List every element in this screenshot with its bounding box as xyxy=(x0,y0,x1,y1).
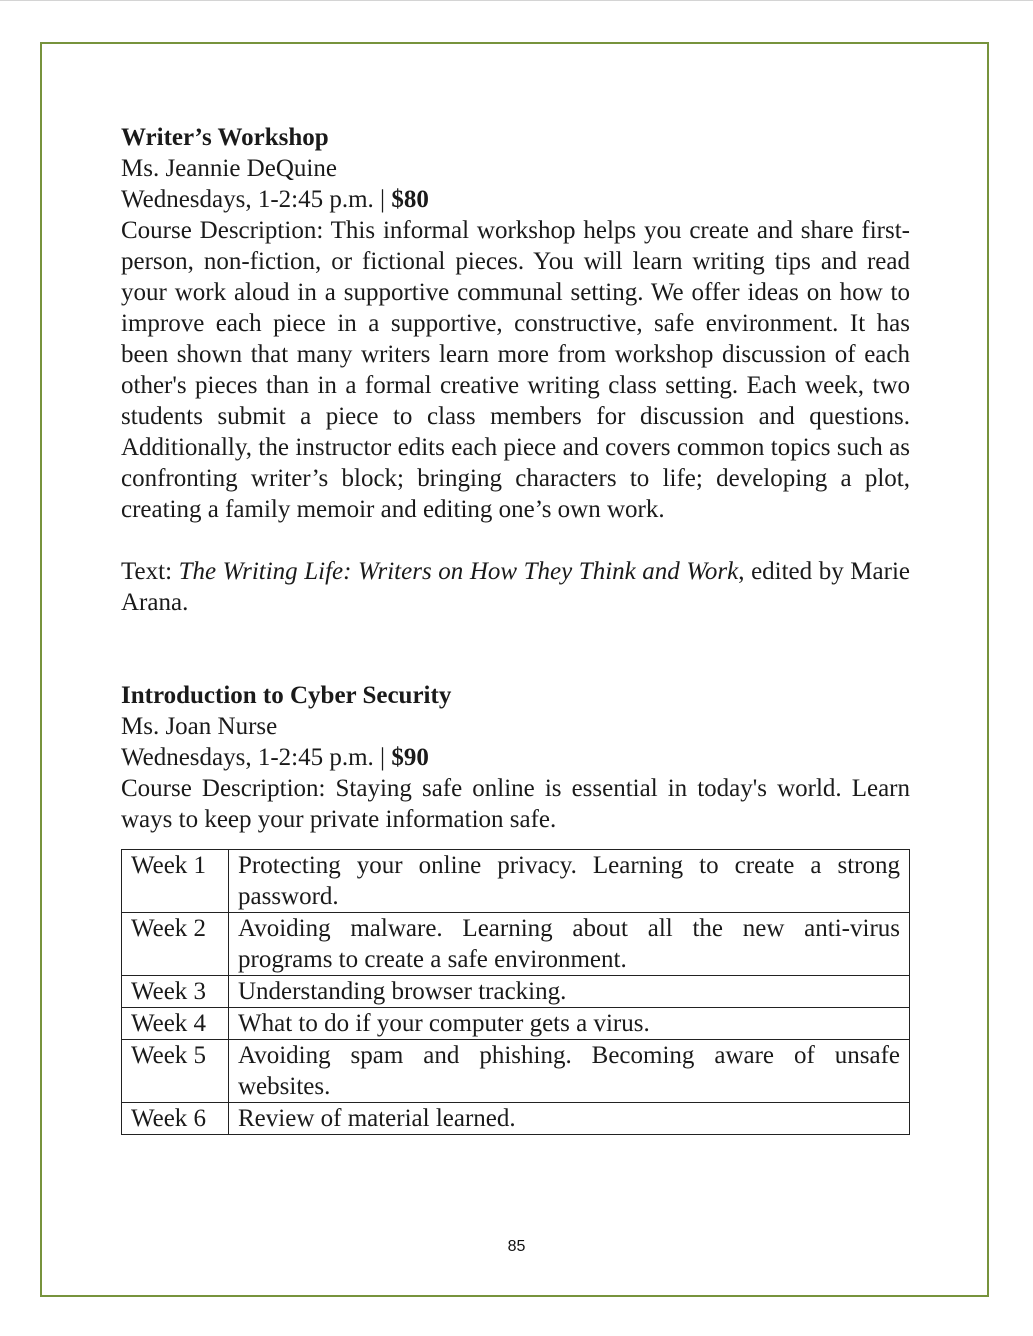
course-schedule xyxy=(121,742,910,773)
weekly-schedule-table xyxy=(121,849,910,1135)
schedule-text: Wednesdays, 1-2:45 p.m. | xyxy=(121,744,392,771)
course-title: Introduction to Cyber Security xyxy=(121,682,452,709)
course-price: $90 xyxy=(391,744,429,771)
spacer xyxy=(121,525,910,556)
page-content xyxy=(121,122,910,1135)
topic-cell: Avoiding malware. Learning about all the new anti-virus programs to create a safe environment. xyxy=(229,913,910,976)
course-title: Writer’s Workshop xyxy=(121,124,329,151)
textbook-title: The Writing Life: Writers on How They Think and Work xyxy=(178,558,739,585)
spacer xyxy=(121,618,910,680)
week-cell: Week 6 xyxy=(122,1103,229,1135)
week-cell: Week 4 xyxy=(122,1008,229,1040)
topic-cell: Review of material learned. xyxy=(229,1103,910,1135)
page-number: 85 xyxy=(507,1238,526,1255)
schedule-text: Wednesdays, 1-2:45 p.m. | xyxy=(121,186,392,213)
table-row xyxy=(122,1008,910,1040)
course-textbook xyxy=(121,556,910,618)
top-rule xyxy=(0,0,1033,1)
course-writers-workshop xyxy=(121,122,910,618)
table-row xyxy=(122,1103,910,1135)
course-price: $80 xyxy=(391,186,429,213)
course-description: Course Description: Staying safe online is essential in today's world. Learn ways to keep your private information safe. xyxy=(121,775,910,833)
table-row xyxy=(122,850,910,913)
topic-cell: What to do if your computer gets a virus. xyxy=(229,1008,910,1040)
textbook-editor: , edited by Marie Arana. xyxy=(121,558,911,616)
topic-cell: Protecting your online privacy. Learning to create a strong password. xyxy=(229,850,910,913)
week-cell: Week 5 xyxy=(122,1040,229,1103)
course-cyber-security xyxy=(121,680,910,1135)
textbook-label: Text: xyxy=(121,558,179,585)
week-cell: Week 2 xyxy=(122,913,229,976)
table-row xyxy=(122,913,910,976)
table-row xyxy=(122,976,910,1008)
course-schedule xyxy=(121,184,910,215)
table-row xyxy=(122,1040,910,1103)
course-instructor: Ms. Joan Nurse xyxy=(121,713,278,740)
course-description: Course Description: This informal workshop helps you create and share first-person, non-fiction, or fictional pieces. You will learn writing tips and read your work aloud in a supportive communal setting. We offer ideas on how to improve each piece in a supportive, constructive, safe environment. It has been shown that many writers learn more from workshop discussion of each other's pieces than in a formal creative writing class setting. Each week, two students submit a piece to class members for discussion and questions. Additionally, the instructor edits each piece and covers common topics such as confronting writer’s block; bringing characters to life; developing a plot, creating a family memoir and editing one’s own work. xyxy=(121,217,910,523)
week-cell: Week 1 xyxy=(122,850,229,913)
week-cell: Week 3 xyxy=(122,976,229,1008)
topic-cell: Understanding browser tracking. xyxy=(229,976,910,1008)
course-instructor: Ms. Jeannie DeQuine xyxy=(121,155,337,182)
topic-cell: Avoiding spam and phishing. Becoming aware of unsafe websites. xyxy=(229,1040,910,1103)
